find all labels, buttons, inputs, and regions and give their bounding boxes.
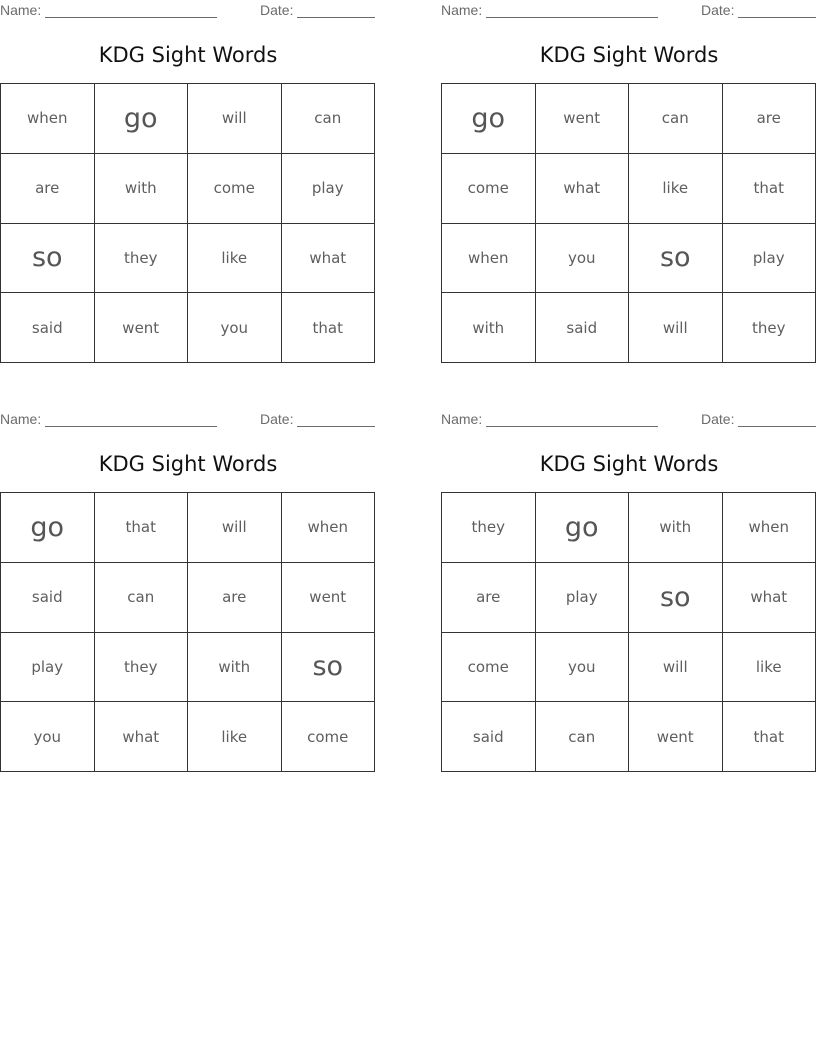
date-label: Date: xyxy=(701,411,735,427)
date-blank-line xyxy=(738,411,816,427)
grid-cell: when xyxy=(723,493,816,563)
grid-cell: what xyxy=(536,154,630,224)
name-label: Name: xyxy=(0,2,42,18)
date-label: Date: xyxy=(701,2,735,18)
grid-cell: they xyxy=(95,224,189,294)
name-blank-line xyxy=(486,411,658,427)
grid-cell: when xyxy=(1,84,95,154)
grid-cell: they xyxy=(95,633,189,703)
name-blank-line xyxy=(486,2,658,18)
name-date-row xyxy=(0,2,376,18)
grid-cell: like xyxy=(188,224,282,294)
name-label: Name: xyxy=(0,411,42,427)
grid-cell: are xyxy=(1,154,95,224)
grid-cell: said xyxy=(1,563,95,633)
grid-cell: with xyxy=(95,154,189,224)
grid-cell: you xyxy=(536,224,630,294)
word-grid xyxy=(0,492,375,772)
grid-cell: go xyxy=(536,493,630,563)
name-label: Name: xyxy=(441,411,483,427)
grid-cell: they xyxy=(723,293,816,363)
name-date-row xyxy=(441,2,816,18)
grid-cell: are xyxy=(188,563,282,633)
grid-cell: said xyxy=(536,293,630,363)
grid-cell: what xyxy=(723,563,816,633)
date-label: Date: xyxy=(260,2,294,18)
grid-cell: go xyxy=(1,493,95,563)
name-blank-line xyxy=(45,2,217,18)
name-label: Name: xyxy=(441,2,483,18)
date-blank-line xyxy=(297,411,375,427)
grid-cell: what xyxy=(95,702,189,772)
date-label: Date: xyxy=(260,411,294,427)
card-title: KDG Sight Words xyxy=(98,452,278,476)
bingo-card-2 xyxy=(441,0,816,364)
grid-cell: with xyxy=(442,293,536,363)
grid-cell: you xyxy=(188,293,282,363)
grid-cell: can xyxy=(95,563,189,633)
grid-cell: like xyxy=(188,702,282,772)
grid-cell: play xyxy=(282,154,376,224)
name-date-row xyxy=(0,411,376,427)
grid-cell: go xyxy=(442,84,536,154)
grid-cell: with xyxy=(188,633,282,703)
grid-cell: they xyxy=(442,493,536,563)
bingo-card-4 xyxy=(441,409,816,773)
grid-cell: will xyxy=(188,84,282,154)
grid-cell: are xyxy=(442,563,536,633)
grid-cell: will xyxy=(188,493,282,563)
grid-cell: went xyxy=(629,702,723,772)
grid-cell: will xyxy=(629,293,723,363)
date-blank-line xyxy=(297,2,375,18)
grid-cell: that xyxy=(95,493,189,563)
card-title: KDG Sight Words xyxy=(539,452,719,476)
grid-cell: come xyxy=(282,702,376,772)
grid-cell: so xyxy=(629,224,723,294)
grid-cell: you xyxy=(1,702,95,772)
grid-cell: come xyxy=(188,154,282,224)
grid-cell: like xyxy=(629,154,723,224)
grid-cell: that xyxy=(723,702,816,772)
grid-cell: that xyxy=(282,293,376,363)
grid-cell: with xyxy=(629,493,723,563)
word-grid xyxy=(0,83,375,363)
grid-cell: said xyxy=(1,293,95,363)
grid-cell: you xyxy=(536,633,630,703)
grid-cell: like xyxy=(723,633,816,703)
grid-cell: can xyxy=(536,702,630,772)
grid-cell: play xyxy=(536,563,630,633)
grid-cell: are xyxy=(723,84,816,154)
grid-cell: when xyxy=(282,493,376,563)
word-grid xyxy=(441,83,816,363)
grid-cell: went xyxy=(95,293,189,363)
name-blank-line xyxy=(45,411,217,427)
grid-cell: can xyxy=(282,84,376,154)
grid-cell: come xyxy=(442,633,536,703)
grid-cell: play xyxy=(723,224,816,294)
grid-cell: when xyxy=(442,224,536,294)
grid-cell: what xyxy=(282,224,376,294)
name-date-row xyxy=(441,411,816,427)
grid-cell: so xyxy=(1,224,95,294)
grid-cell: that xyxy=(723,154,816,224)
grid-cell: will xyxy=(629,633,723,703)
grid-cell: go xyxy=(95,84,189,154)
word-grid xyxy=(441,492,816,772)
grid-cell: so xyxy=(629,563,723,633)
grid-cell: come xyxy=(442,154,536,224)
grid-cell: so xyxy=(282,633,376,703)
grid-cell: play xyxy=(1,633,95,703)
bingo-card-3 xyxy=(0,409,376,773)
grid-cell: said xyxy=(442,702,536,772)
bingo-card-1 xyxy=(0,0,376,364)
grid-cell: went xyxy=(536,84,630,154)
date-blank-line xyxy=(738,2,816,18)
grid-cell: went xyxy=(282,563,376,633)
grid-cell: can xyxy=(629,84,723,154)
card-title: KDG Sight Words xyxy=(539,43,719,67)
card-title: KDG Sight Words xyxy=(98,43,278,67)
